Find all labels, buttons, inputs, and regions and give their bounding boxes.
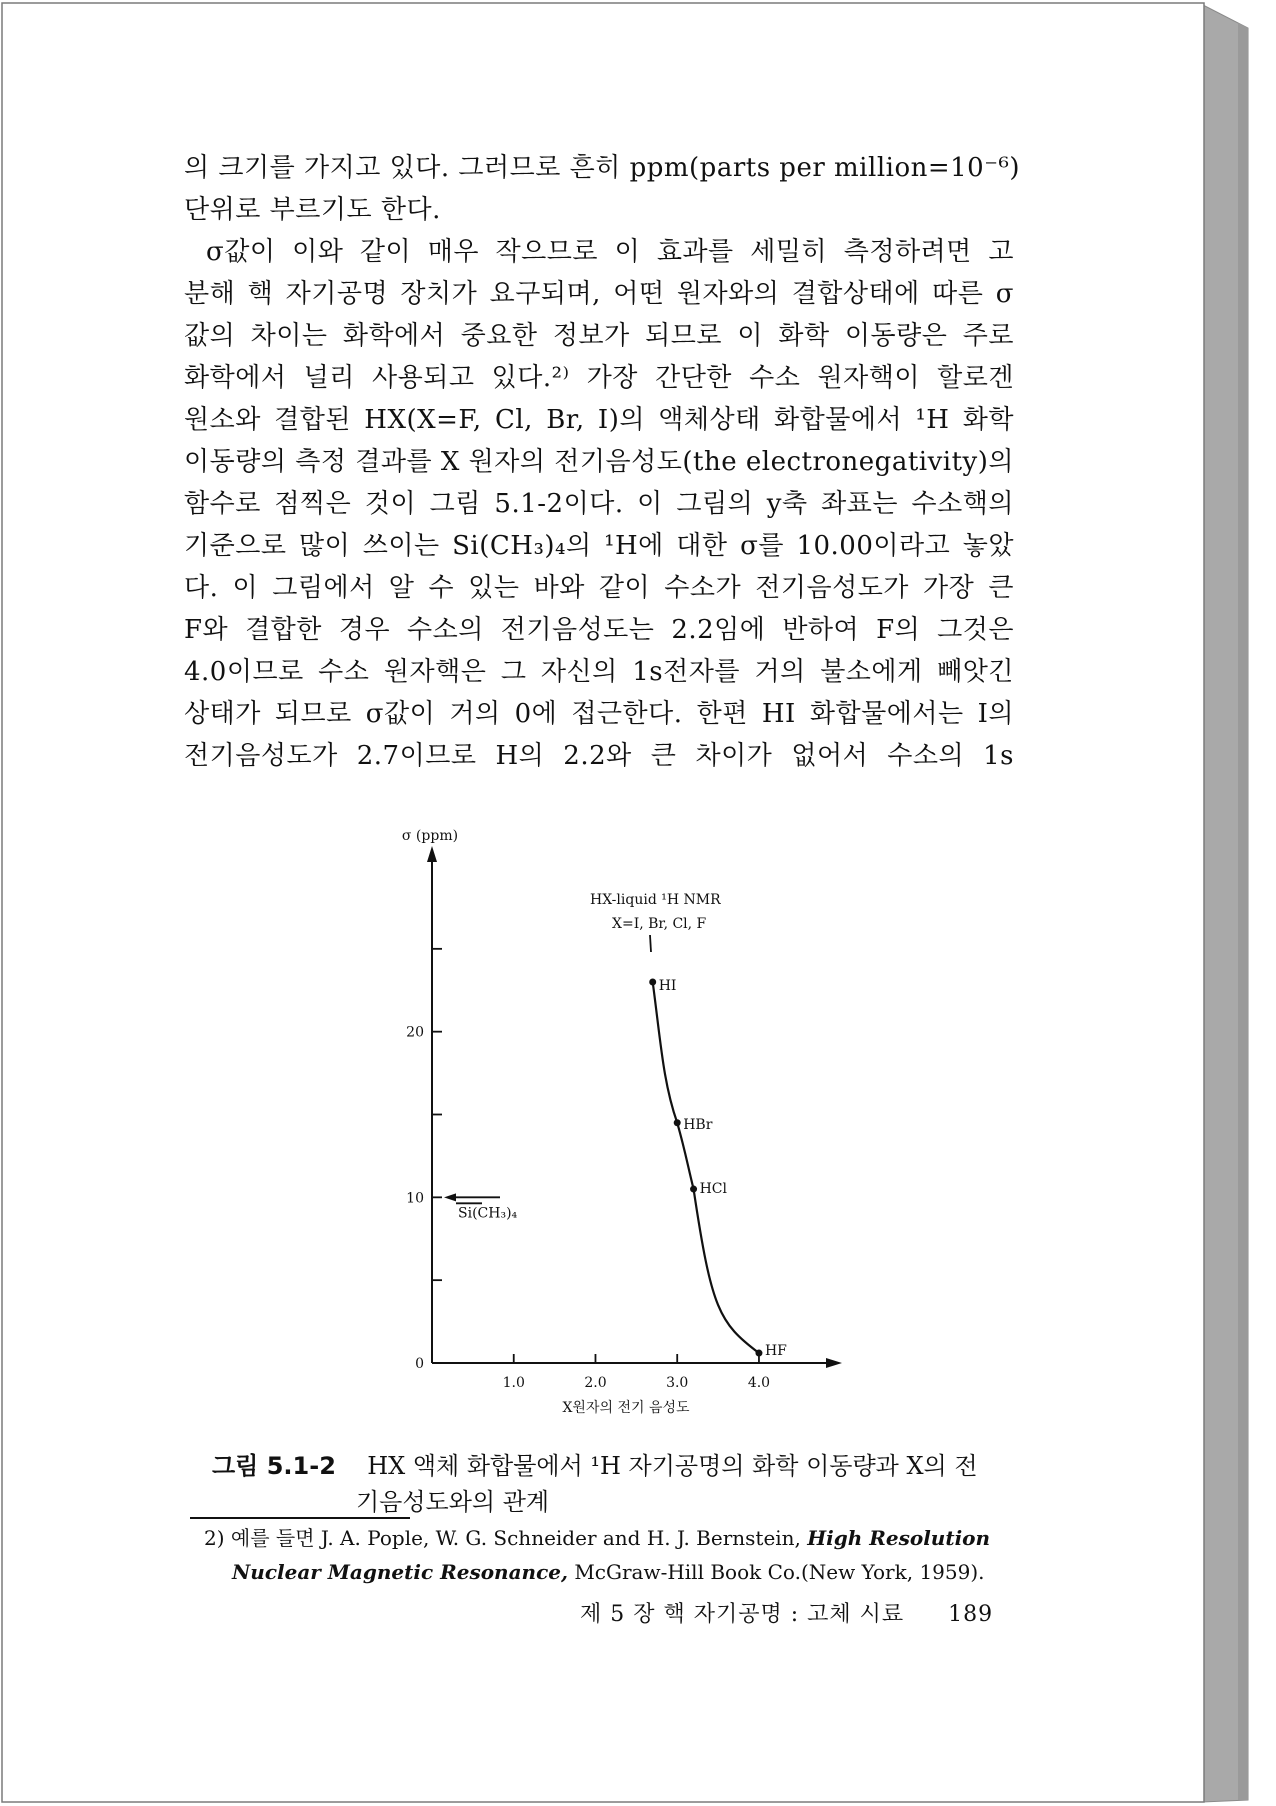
body-line: 화학에서 널리 사용되고 있다.²⁾ 가장 간단한 수소 원자핵이 할로겐 — [184, 363, 1014, 393]
running-footer — [580, 1597, 993, 1628]
body-line: 기준으로 많이 쓰이는 Si(CH₃)₄의 ¹H에 대한 σ를 10.00이라고 놓았 — [184, 531, 1014, 561]
reference-label: Si(CH₃)₄ — [458, 1205, 518, 1222]
footnote-line-1 — [204, 1522, 990, 1554]
footnote-title-2: Nuclear Magnetic Resonance, — [232, 1560, 568, 1584]
body-line: 4.0이므로 수소 원자핵은 그 자신의 1s전자를 거의 불소에게 빼앗긴 — [184, 657, 1014, 687]
x-tick-label: 4.0 — [747, 1375, 771, 1391]
reference-arrow-head — [444, 1193, 456, 1201]
x-tick-label: 3.0 — [666, 1375, 689, 1391]
x-axis-arrow — [826, 1358, 842, 1368]
x-axis-label: X원자의 전기 음성도 — [562, 1400, 690, 1416]
body-line: 상태가 되므로 σ값이 거의 0에 접근한다. 한편 HI 화합물에서는 I의 — [184, 699, 1014, 729]
y-tick-label: 0 — [415, 1356, 424, 1372]
body-line: σ값이 이와 같이 매우 작으므로 이 효과를 세밀히 측정하려면 고 — [206, 237, 1014, 267]
data-point — [755, 1350, 762, 1357]
data-point-label: HCl — [699, 1181, 727, 1198]
data-curve — [653, 982, 759, 1353]
x-tick-label: 2.0 — [584, 1375, 607, 1391]
chart-annotation-line-1: HX-liquid ¹H NMR — [590, 892, 721, 908]
data-point-label: HF — [764, 1343, 787, 1360]
y-tick-label: 10 — [406, 1190, 424, 1207]
footnote-line-2 — [232, 1556, 985, 1588]
body-line: 이동량의 측정 결과를 X 원자의 전기음성도(the electronegativity)의 — [184, 447, 1014, 477]
x-tick-label: 1.0 — [502, 1375, 525, 1391]
chart-annotation-pointer — [650, 935, 651, 952]
data-point-label: HI — [658, 977, 677, 994]
body-line: 다. 이 그림에서 알 수 있는 바와 같이 수소가 전기음성도가 가장 큰 — [184, 573, 1014, 603]
body-line: 함수로 점찍은 것이 그림 5.1-2이다. 이 그림의 y축 좌표는 수소핵의 — [184, 489, 1014, 519]
body-line: F와 결합한 경우 수소의 전기음성도는 2.2임에 반하여 F의 그것은 — [184, 615, 1014, 645]
caption-line-2: 기음성도와의 관계 — [356, 1488, 550, 1516]
data-point — [690, 1186, 697, 1193]
y-axis-arrow — [427, 846, 437, 862]
body-line: 단위로 부르기도 한다. — [184, 195, 441, 225]
page-number: 189 — [948, 1602, 994, 1627]
chart-axes — [402, 828, 842, 1416]
body-line: 원소와 결합된 HX(X=F, Cl, Br, I)의 액체상태 화합물에서 ¹H 화학 — [184, 405, 1014, 435]
y-axis-label: σ (ppm) — [401, 828, 459, 844]
page-spine-shade — [1238, 23, 1248, 1800]
data-point-label: HBr — [683, 1116, 713, 1133]
body-line: 값의 차이는 화학에서 중요한 정보가 되므로 이 화학 이동량은 주로 — [184, 321, 1014, 351]
footnote-rule — [190, 1517, 410, 1519]
data-point — [649, 978, 656, 985]
chart-annotation-line-2: X=I, Br, Cl, F — [612, 916, 707, 932]
figure-chart — [390, 820, 860, 1420]
footnote-publisher: McGraw-Hill Book Co.(New York, 1959). — [574, 1560, 985, 1584]
body-line: 의 크기를 가지고 있다. 그러므로 흔히 ppm(parts per million=10⁻⁶) — [184, 153, 1021, 183]
footnote-title-1: High Resolution — [807, 1526, 991, 1550]
figure-caption — [212, 1448, 978, 1484]
body-line: 전기음성도가 2.7이므로 H의 2.2와 큰 차이가 없어서 수소의 1s — [184, 741, 1014, 771]
footnote-authors: 2) 예를 들면 J. A. Pople, W. G. Schneider and H. J. Bernstein, — [204, 1526, 801, 1550]
caption-label: 그림 5.1-2 — [212, 1452, 336, 1480]
footer-chapter: 제 5 장 핵 자기공명 : 고체 시료 — [580, 1602, 905, 1627]
body-line: 분해 핵 자기공명 장치가 요구되며, 어떤 원자와의 결합상태에 따른 σ — [184, 279, 1014, 309]
caption-line-1: HX 액체 화합물에서 ¹H 자기공명의 화학 이동량과 X의 전 — [367, 1452, 978, 1480]
data-point — [674, 1119, 681, 1126]
chart-marks — [444, 978, 787, 1359]
y-tick-label: 20 — [406, 1024, 424, 1041]
